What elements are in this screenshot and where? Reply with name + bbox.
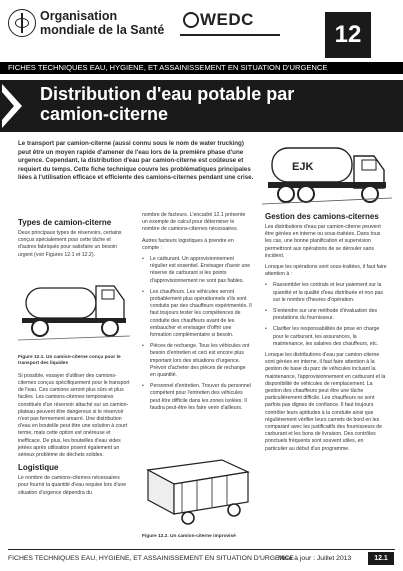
intro-paragraph: Le transport par camion-citerne (aussi connu sous le nom de water trucking) peut être un moyen rapide d'amener de l'eau lors de la première phase d'une urgence. Cependant, la distribution d'eau par camion-citerne est coûteuse et requiert du temps. Cette fiche technique couvre les problématiques principales liées à l'utilisation efficace et efficiente des camions-citernes pendant une crise. <box>18 140 254 182</box>
bullet-personnel: • Personnel d'entretien. Trouver du personnel compétent pour l'entretien des véhicules peut être difficile dans les zones isolées. Il faudra peut-être les faire venir d'ailleurs. <box>142 383 252 412</box>
bullet-contrats: • Rassembler les contrats et leur paiement sur la quantité et la qualité d'eau distribuée et non pas sur le nombre d'heures d'opération. <box>265 282 387 304</box>
logistique-paragraph: Le nombre de camions-citernes nécessaires pour fournir la quantité d'eau requise lors d'une situation d'urgence dépendra du <box>18 475 127 496</box>
sheet-number: 12 <box>325 12 371 58</box>
org-line-2: mondiale de la Santé <box>40 23 165 37</box>
title-line-2: camion-citerne <box>40 104 169 124</box>
page-header <box>0 0 403 62</box>
organisation-name <box>40 9 164 37</box>
title-line-1: Distribution d'eau potable par <box>40 84 295 104</box>
logistics-factors-intro: Autres facteurs logistiques à prendre en compte : <box>142 237 234 251</box>
figure-2-caption: Figure 12.2. Un camion-citerne improvisé <box>142 534 236 539</box>
figure-2-caption-wrap <box>142 534 254 546</box>
page-number: 12.1 <box>368 552 394 565</box>
footer-series: FICHES TECHNIQUES EAU, HYGIENE, ET ASSAINISSEMENT EN SITUATION D'URGENCE <box>8 555 294 562</box>
truck-label: EJK <box>292 161 314 173</box>
column-middle <box>142 212 252 416</box>
page-title <box>40 84 370 124</box>
arrow-inner <box>2 92 14 120</box>
wedc-rule <box>180 34 280 36</box>
types-paragraph-2: Si possible, essayer d'utiliser des camions-citernes conçus spécifiquement pour le transport de l'eau. Ces camions seront plus sûrs et plus faciles. Les camions-citernes temporaires constitués d'un réservoir attaché sur un camion-plateau peuvent être dangereux si le réservoir n'est pas fermement amarré. Une distribution d'eau en bouteille peut être une solution à court terme, mais cette option est onéreuse et inefficace. De plus, les bouteilles d'eau vides jetées après utilisation posent également un sérieux problème de déchets solides. <box>18 372 130 459</box>
bullet-carburant: • Le carburant. Un approvisionnement régulier est essentiel. Envisager d'avoir une réserve de carburant si les points d'approvisionnement ne sont pas fiables. <box>142 256 252 285</box>
tanker-truck-illustration <box>18 258 130 348</box>
wedc-logo-text: WEDC <box>200 10 254 29</box>
series-bar: FICHES TECHNIQUES EAU, HYGIENE, ET ASSAINISSEMENT EN SITUATION D'URGENCE <box>0 62 403 74</box>
figure-1-caption: Figure 12.1. Un camion-citerne conçu pour le transport des liquides <box>18 354 121 366</box>
wedc-logo-icon <box>183 12 199 28</box>
footer-rule <box>8 549 395 550</box>
internal-management-paragraph: Lorsque les distributions d'eau par camion-citerne sont gérées en interne, il faut faire attention à la gestion de base du parc de véhicules incluant la maintenance, l'approvisionnement en carburant et la disponibilité de véhicules de remplacement. La gestion des chauffeurs peut être une tâche particulièrement difficile. Les chauffeurs ne sont parfois pas dignes de confiance. Il faut toujours contrôler leurs aptitudes à la conduite ainsi que régulièrement vérifier leurs carnets de bord en les comparant avec les justificatifs des fournisseurs de carburant et les bons de livraison. Des contrôles ponctuels fréquents sont souvent utiles, en particulier au début d'un programme. <box>265 352 386 452</box>
column-right <box>265 212 387 457</box>
bullet-pieces: • Pièces de rechange. Tous les véhicules ont besoin d'entretien et ceci est encore plus important lors des situations d'urgence. Prévoir d'acheter des pièces de rechange en quantité. <box>142 343 252 379</box>
water-truck-illustration <box>262 138 392 210</box>
who-emblem-icon <box>8 9 36 37</box>
footer-date: Mise à jour : Juillet 2013 <box>278 555 352 562</box>
heading-types: Types de camion-citerne <box>18 218 112 227</box>
logistics-continued: nombre de facteurs. L'encadré 12.1 présente un exemple de calcul pour déterminer le nombre de camions-citernes nécessaires. <box>142 212 246 233</box>
types-paragraph: Deux principaux types de réservoirs, certains conçus spécialement pour cette tâche et d'autres fabriqués pour satisfaire un besoin urgent (voir Figures 12.1 et 12.2). <box>18 230 122 258</box>
subcontract-intro: Lorsque les opérations sont sous-traitées, il faut faire attention à : <box>265 264 387 278</box>
bullet-evaluation: • S'entendre sur une méthode d'évaluation des prestations du fournisseur. <box>265 308 387 322</box>
heading-gestion: Gestion des camions-citernes <box>265 212 379 221</box>
page-footer <box>0 549 403 571</box>
gestion-paragraph: Les distributions d'eau par camion-citerne peuvent être gérées en interne ou sous-traitées. Dans tous les cas, une bonne planification et supervision permettront aux opérations de se dérouler sans incident. <box>265 224 381 259</box>
bullet-chauffeurs: • Les chauffeurs. Les véhicules seront probablement plus opérationnels s'ils sont conduits par des chauffeurs expérimentés. Il faut toujours tester les compétences de conduite des chauffeurs avant de les embaucher et envisager d'offrir une formation complémentaire si besoin. <box>142 289 252 339</box>
improvised-truck-illustration <box>142 450 254 532</box>
org-line-1: Organisation <box>40 9 118 23</box>
bullet-responsabilites: • Clarifier les responsabilités de prise en charge pour le carburant, les assurances, la maintenance, les salaires des chauffeurs, etc. <box>265 326 387 348</box>
heading-logistique: Logistique <box>18 463 59 473</box>
